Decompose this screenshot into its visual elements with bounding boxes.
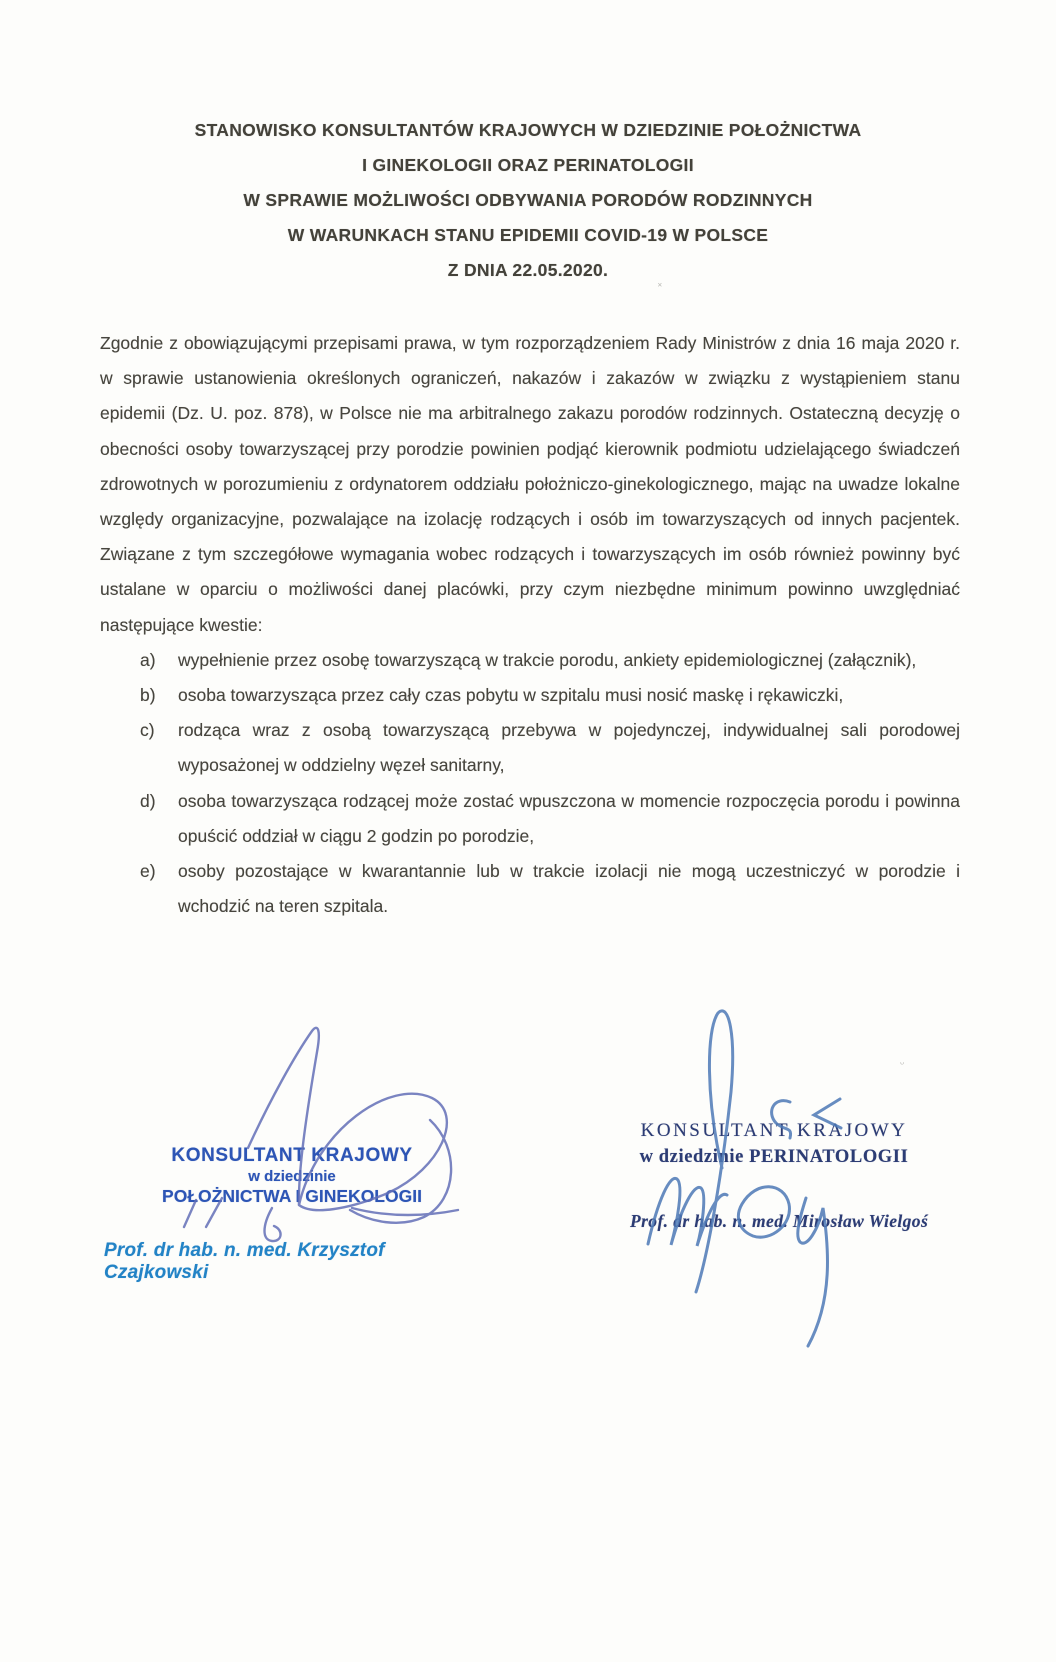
list-item-e xyxy=(140,854,960,924)
title-line-2: I GINEKOLOGII ORAZ PERINATOLOGII xyxy=(362,155,694,175)
signature-left-role-line2: w dziedzinie xyxy=(248,1168,336,1185)
signature-left-role-line1: KONSULTANT KRAJOWY xyxy=(171,1145,413,1166)
scan-speck: ᵕ xyxy=(900,1058,905,1070)
list-item-c xyxy=(140,713,960,783)
body-paragraph: Zgodnie z obowiązującymi przepisami prawa, w tym rozporządzeniem Rady Ministrów z dnia 16 maja 2020 r. w sprawie ustanowienia określonych ograniczeń, nakazów i zakazów w związku z wystąpieniem stanu epidemii (Dz. U. poz. 878), w Polsce nie ma arbitralnego zakazu porodów rodzinnych. Ostateczną decyzję o obecności osoby towarzyszącej przy porodzie powinien podjąć kierownik podmiotu udzielającego świadczeń zdrowotnych w porozumieniu z ordynatorem oddziału położniczo-ginekologicznego, mając na uwadze lokalne względy organizacyjne, pozwalające na izolację rodzących i osób im towarzyszących od innych pacjentek. Związane z tym szczegółowe wymagania wobec rodzących i towarzyszących im osób również powinny być ustalane w oparciu o możliwości danej placówki, przy czym niezbędne minimum powinno uwzględniać następujące kwestie: xyxy=(100,333,960,635)
list-marker: c) xyxy=(140,720,155,741)
handwritten-signature-right xyxy=(648,1011,841,1346)
document-title xyxy=(0,0,1056,288)
title-line-1: STANOWISKO KONSULTANTÓW KRAJOWYCH W DZIEDZINIE POŁOŻNICTWA xyxy=(194,120,862,140)
signature-right-name: Prof. dr hab. n. med. Mirosław Wielgoś xyxy=(630,1211,929,1231)
list-text: osoba towarzysząca rodzącej może zostać wpuszczona w momencie rozpoczęcia porodu i powinna opuścić oddział w ciągu 2 godzin po porodzie, xyxy=(178,790,960,846)
list-marker: e) xyxy=(140,861,156,882)
title-line-4: W WARUNKACH STANU EPIDEMII COVID-19 W POLSCE xyxy=(287,225,769,245)
signature-left-role-stamp xyxy=(150,1144,434,1207)
list-item-b xyxy=(140,678,960,713)
list-text: rodząca wraz z osobą towarzyszącą przebywa w pojedynczej, indywidualnej sali porodowej wyposażonej w oddzielny węzeł sanitarny, xyxy=(178,720,960,776)
list-marker: d) xyxy=(140,790,156,811)
list-item-d xyxy=(140,784,960,854)
signature-left-role-line3: POŁOŻNICTWA I GINEKOLOGII xyxy=(162,1186,422,1206)
scan-speck: ˟ xyxy=(658,282,662,294)
signature-right-role-stamp xyxy=(600,1117,948,1170)
signature-right-role-line1: KONSULTANT KRAJOWY xyxy=(640,1120,908,1141)
conditions-list xyxy=(140,643,960,925)
list-marker: b) xyxy=(140,685,156,706)
list-text: osoby pozostające w kwarantannie lub w trakcie izolacji nie mogą uczestniczyć w porodzie i wchodzić na teren szpitala. xyxy=(178,861,960,917)
signature-right-role-line2: w dziedzinie PERINATOLOGII xyxy=(639,1147,909,1167)
list-text: osoba towarzysząca przez cały czas pobytu w szpitalu musi nosić maskę i rękawiczki, xyxy=(178,685,844,706)
list-item-a xyxy=(140,643,960,678)
list-text: wypełnienie przez osobę towarzyszącą w trakcie porodu, ankiety epidemiologicznej (załącznik), xyxy=(178,649,917,670)
list-marker: a) xyxy=(140,649,156,670)
title-line-5: Z DNIA 22.05.2020. xyxy=(447,260,609,280)
signature-left-name: Prof. dr hab. n. med. Krzysztof Czajkowski xyxy=(104,1240,385,1283)
title-line-3: W SPRAWIE MOŻLIWOŚCI ODBYWANIA PORODÓW RODZINNYCH xyxy=(243,190,813,210)
handwritten-signature-left xyxy=(184,1028,458,1241)
